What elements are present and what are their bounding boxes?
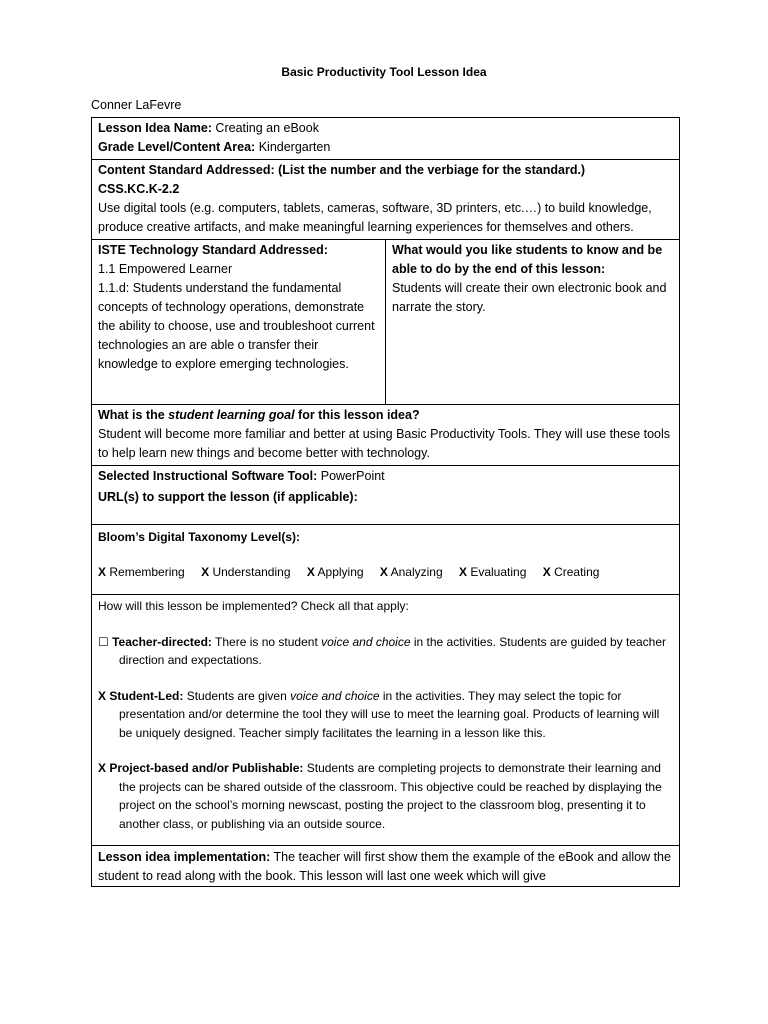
- blooms-levels: [98, 563, 673, 582]
- content-standard-code: CSS.KC.K-2.2: [98, 182, 180, 196]
- content-standard-row: [92, 160, 680, 240]
- lesson-name-label: Lesson Idea Name:: [98, 121, 212, 135]
- student-led-text-em: voice and choice: [290, 688, 380, 703]
- implementation-row: [92, 846, 680, 887]
- iste-cell: [92, 240, 386, 405]
- learning-goal-label-pre: What is the: [98, 408, 165, 422]
- iste-objective-row: [92, 240, 680, 405]
- lesson-table: [91, 117, 680, 887]
- teacher-directed-text-pre: There is no student: [215, 634, 318, 649]
- blooms-level-applying: X Applying: [306, 564, 364, 579]
- objective-label: What would you like students to know and be able to do by the end of this lesson:: [392, 243, 663, 276]
- teacher-directed-checkbox: ☐: [98, 634, 109, 649]
- learning-goal-row: [92, 405, 680, 466]
- document-title: Basic Productivity Tool Lesson Idea: [281, 65, 487, 79]
- teacher-directed-option: [98, 633, 673, 670]
- implementation-question: How will this lesson be implemented? Check all that apply:: [98, 599, 409, 613]
- implementation-label: Lesson idea implementation:: [98, 850, 271, 864]
- implementation-type-row: [92, 595, 680, 846]
- blooms-level-evaluating: X Evaluating: [458, 564, 527, 579]
- blooms-label: Bloom’s Digital Taxonomy Level(s):: [98, 530, 301, 544]
- blooms-level-remembering: X Remembering: [98, 564, 185, 579]
- blooms-level-creating: X Creating: [542, 564, 600, 579]
- content-standard-text: Use digital tools (e.g. computers, tablets, cameras, software, 3D printers, etc.…) to build knowledge, produce creative artifacts, and make meaningful learning experiences for themselves and others.: [98, 201, 652, 234]
- url-label: URL(s) to support the lesson (if applicable):: [98, 490, 358, 504]
- blooms-level-analyzing: X Analyzing: [379, 564, 443, 579]
- iste-line1: 1.1 Empowered Learner: [98, 262, 233, 276]
- blooms-level-understanding: X Understanding: [201, 564, 291, 579]
- content-standard-cell: [92, 160, 680, 240]
- teacher-directed-text-post: in the activities. Students are guided by teacher direction and expectations.: [119, 634, 667, 667]
- learning-goal-text: Student will become more familiar and better at using Basic Productivity Tools. They will use these tools to help learn new things and become better with technology.: [98, 427, 671, 460]
- learning-goal-label-post: for this lesson idea?: [298, 408, 420, 422]
- software-cell: [92, 466, 680, 525]
- student-led-mark: X: [98, 688, 107, 703]
- iste-label: ISTE Technology Standard Addressed:: [98, 243, 328, 257]
- learning-goal-cell: [92, 405, 680, 466]
- student-led-label: Student-Led:: [109, 688, 184, 703]
- lesson-info-row: [92, 118, 680, 160]
- grade-value: Kindergarten: [258, 140, 331, 154]
- content-standard-label: Content Standard Addressed: (List the number and the verbiage for the standard.): [98, 163, 586, 177]
- teacher-directed-text-em: voice and choice: [321, 634, 411, 649]
- iste-sub-label: 1.1.d:: [98, 281, 130, 295]
- lesson-name-value: Creating an eBook: [215, 121, 319, 135]
- project-based-label: Project-based and/or Publishable:: [109, 761, 304, 775]
- student-led-text-pre: Students are given: [186, 688, 287, 703]
- teacher-directed-label: Teacher-directed:: [112, 634, 212, 649]
- implementation-text: The teacher will first show them the example of the eBook and allow the student to read along with the book. This lesson will last one week which will give: [98, 850, 671, 883]
- learning-goal-label-em: student learning goal: [168, 408, 295, 422]
- project-based-mark: X: [98, 761, 107, 775]
- iste-sub-text: Students understand the fundamental concepts of technology operations, demonstrate the ability to choose, use and troubleshoot current technologies an are able o transfer their knowledge to explore emerging technologies.: [98, 281, 375, 371]
- software-value: PowerPoint: [320, 469, 385, 483]
- blooms-row: [92, 525, 680, 595]
- software-row: [92, 466, 680, 525]
- objective-cell: [386, 240, 680, 405]
- objective-text: Students will create their own electronic book and narrate the story.: [392, 281, 667, 314]
- student-led-text-post: in the activities. They may select the topic for presentation and/or determine the tool they will use to meet the learning goal. Products of learning will be uniquely designed. Teacher simply facilitates the learning in a lesson like this.: [119, 688, 660, 740]
- lesson-info-cell: [92, 118, 680, 160]
- implementation-type-cell: [92, 595, 680, 846]
- grade-label: Grade Level/Content Area:: [98, 140, 256, 154]
- software-label: Selected Instructional Software Tool:: [98, 469, 318, 483]
- project-based-option: [98, 759, 673, 833]
- student-led-option: [98, 687, 673, 743]
- implementation-text-wrap: [98, 848, 673, 886]
- project-based-text: Students are completing projects to demonstrate their learning and the projects can be shared outside of the classroom. This objective could be reached by displaying the project on the school’s morning newscast, posting the project to the classroom blog, presenting it to another class, or publishing via an outside source.: [119, 761, 662, 831]
- author-name: Conner LaFevre: [91, 98, 182, 112]
- implementation-cell: [92, 846, 680, 887]
- blooms-cell: [92, 525, 680, 595]
